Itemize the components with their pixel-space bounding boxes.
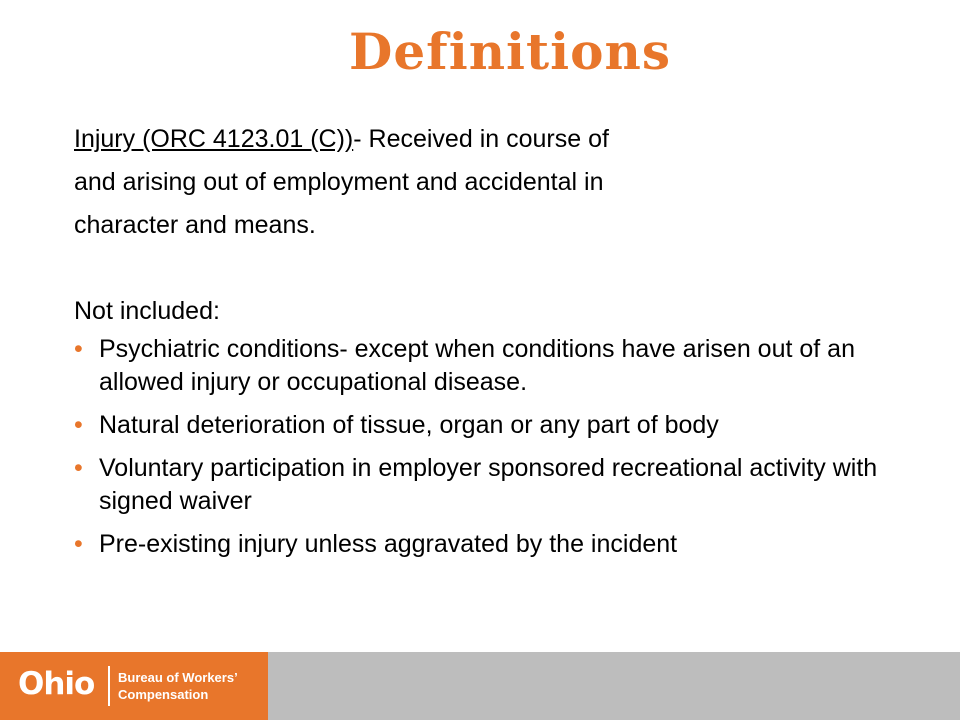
bullet-icon: • [74,530,83,558]
list-item [74,452,934,518]
bullet-text: Psychiatric conditions- except when conditions have arisen out of an allowed injury or occupational disease. [99,335,855,396]
definition-text-1: - Received in course of [353,125,609,153]
ohio-logo: Ohio [18,666,95,702]
bullet-text: Natural deterioration of tissue, organ or any part of body [99,411,719,439]
definition-text-2: and arising out of employment and accidental in [74,168,604,196]
list-item [74,333,934,399]
definition-text-3: character and means. [74,211,316,239]
not-included-heading: Not included: [74,297,220,325]
definition-line-1 [74,118,934,161]
slide-title: Definitions [349,22,671,81]
injury-term-link[interactable]: Injury (ORC 4123.01 (C)) [74,125,354,153]
list-item [74,409,934,442]
list-item [74,528,934,561]
agency-name [118,669,238,703]
bullet-icon: • [74,454,83,482]
spacer [74,247,934,290]
bullet-text: Pre-existing injury unless aggravated by the incident [99,530,678,558]
footer-bar [0,652,960,720]
footer-logo-panel [0,652,268,720]
bullet-icon: • [74,411,83,439]
agency-name-line-2: Compensation [118,687,209,702]
logo-divider [108,666,110,706]
exclusions-list [74,333,934,561]
bullet-text: Voluntary participation in employer sponsored recreational activity with signed waiver [99,454,878,515]
slide-body [74,118,934,571]
bullet-icon: • [74,335,83,363]
agency-name-line-1: Bureau of Workers’ [118,670,238,685]
